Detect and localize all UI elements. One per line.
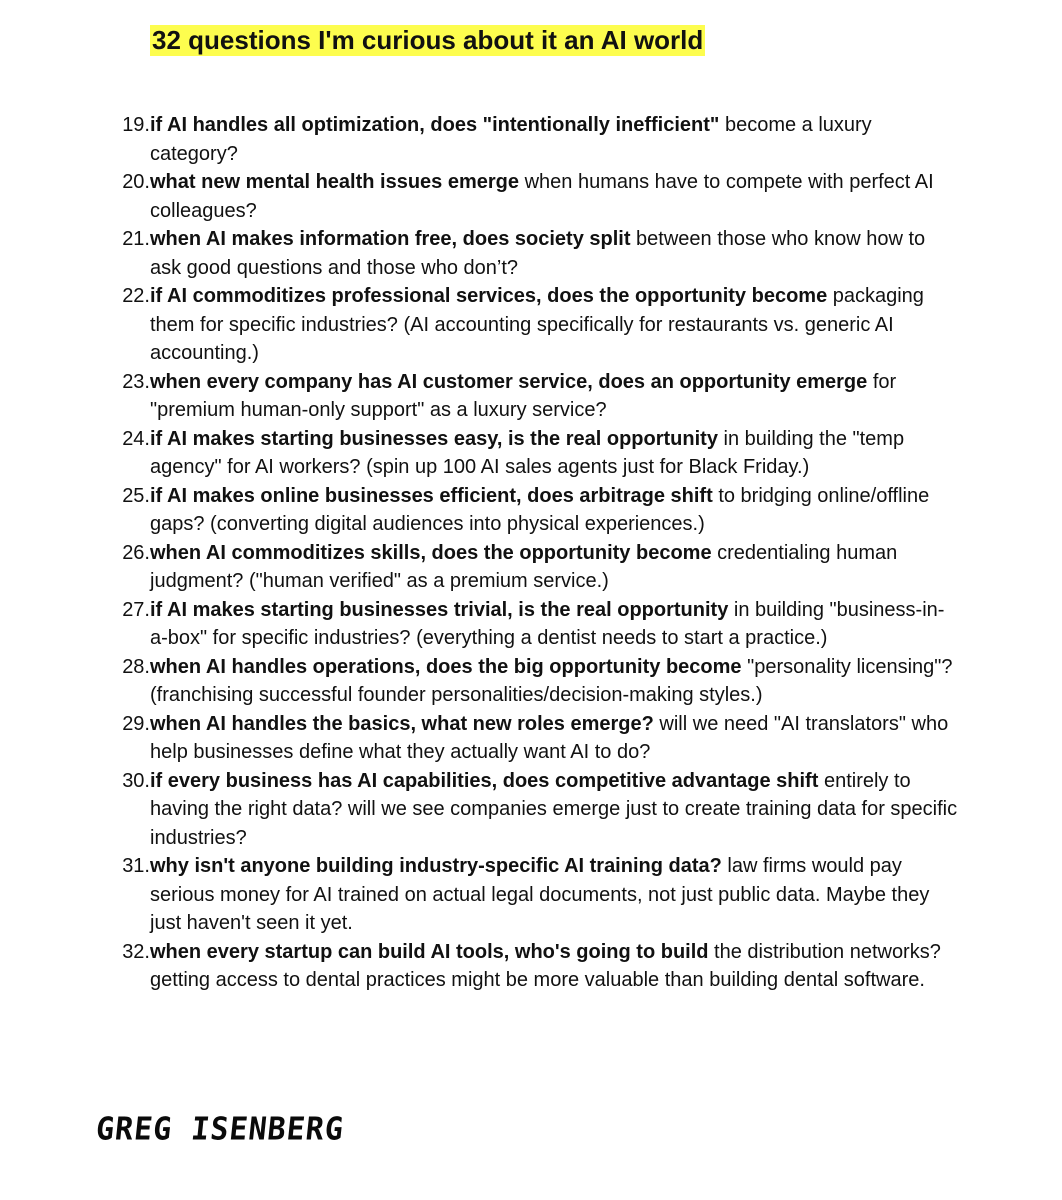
question-item [98, 282, 958, 368]
question-item [98, 368, 958, 425]
question-text [150, 653, 958, 710]
title-wrap [150, 25, 705, 56]
question-text [150, 168, 958, 225]
question-bold-lead: what new mental health issues emerge [150, 171, 520, 193]
question-number: 29. [122, 712, 150, 735]
question-item [98, 767, 958, 853]
question-list [98, 111, 958, 995]
question-item [98, 168, 958, 225]
question-rest: for "premium human-only support" as a luxury service? [150, 370, 897, 421]
question-number: 30. [122, 769, 150, 792]
question-text [150, 852, 958, 938]
question-item [98, 539, 958, 596]
question-text [150, 111, 958, 168]
question-bold-lead: if AI makes online businesses efficient, does arbitrage shift [150, 484, 713, 507]
question-rest: between those who know how to ask good questions and those who don’t? [150, 228, 926, 279]
question-number: 27. [122, 598, 150, 621]
author-signature: GREG ISENBERG [94, 1111, 346, 1148]
question-bold-lead: why isn't anyone building industry-specific AI training data? [150, 855, 722, 877]
question-item [98, 938, 958, 995]
question-item [98, 425, 958, 482]
question-rest: the distribution networks? getting access to dental practices might be more valuable than building dental software. [150, 940, 941, 991]
question-bold-lead: when AI commoditizes skills, does the opportunity become [150, 541, 712, 564]
question-number: 28. [122, 655, 150, 678]
question-rest: when humans have to compete with perfect AI colleagues? [150, 171, 934, 222]
question-number: 20. [122, 171, 150, 193]
question-text [150, 425, 958, 482]
question-text [150, 938, 958, 995]
question-bold-lead: when AI handles operations, does the big opportunity become [150, 655, 742, 678]
question-rest: will we need "AI translators" who help businesses define what they actually want AI to do? [150, 712, 949, 763]
question-item [98, 710, 958, 767]
question-number: 19. [122, 114, 150, 136]
question-rest: in building the "temp agency" for AI workers? (spin up 100 AI sales agents just for Black Friday.) [150, 427, 905, 478]
question-item [98, 852, 958, 938]
question-number: 26. [122, 541, 150, 564]
question-number: 21. [122, 228, 150, 250]
question-text [150, 596, 958, 653]
question-rest: packaging them for specific industries? (AI accounting specifically for restaurants vs. generic AI accounting.) [150, 285, 924, 364]
question-bold-lead: when AI handles the basics, what new roles emerge? [150, 712, 654, 735]
question-text [150, 482, 958, 539]
question-bold-lead: if AI handles all optimization, does "intentionally inefficient" [150, 114, 720, 136]
question-text [150, 225, 958, 282]
question-rest: in building "business-in-a-box" for specific industries? (everything a dentist needs to start a practice.) [150, 598, 945, 649]
question-text [150, 368, 958, 425]
question-rest: law firms would pay serious money for AI trained on actual legal documents, not just public data. Maybe they just haven't seen it yet. [150, 855, 930, 934]
question-item [98, 482, 958, 539]
question-bold-lead: if AI makes starting businesses easy, is the real opportunity [150, 427, 718, 450]
question-item [98, 653, 958, 710]
question-item [98, 225, 958, 282]
question-text [150, 282, 958, 368]
question-number: 25. [122, 484, 150, 507]
question-bold-lead: when every startup can build AI tools, who's going to build [150, 940, 709, 963]
question-bold-lead: if AI commoditizes professional services, does the opportunity become [150, 285, 828, 307]
question-number: 24. [122, 427, 150, 450]
page-title: 32 questions I'm curious about it an AI world [152, 25, 704, 55]
question-bold-lead: when AI makes information free, does society split [150, 228, 631, 250]
question-bold-lead: if AI makes starting businesses trivial, is the real opportunity [150, 598, 729, 621]
question-bold-lead: when every company has AI customer service, does an opportunity emerge [150, 370, 868, 393]
question-number: 31. [122, 855, 150, 877]
question-text [150, 539, 958, 596]
question-rest: become a luxury category? [150, 114, 872, 165]
question-bold-lead: if every business has AI capabilities, does competitive advantage shift [150, 769, 819, 792]
question-text [150, 710, 958, 767]
question-item [98, 111, 958, 168]
question-rest: to bridging online/offline gaps? (converting digital audiences into physical experiences.) [150, 484, 930, 535]
question-number: 32. [122, 940, 150, 963]
question-number: 23. [122, 370, 150, 393]
question-item [98, 596, 958, 653]
question-rest: entirely to having the right data? will we see companies emerge just to create training data for specific industries? [150, 769, 958, 849]
question-rest: credentialing human judgment? ("human verified" as a premium service.) [150, 541, 898, 592]
question-number: 22. [122, 285, 150, 307]
question-rest: "personality licensing"? (franchising successful founder personalities/decision-making styles.) [150, 655, 953, 706]
question-text [150, 767, 958, 853]
